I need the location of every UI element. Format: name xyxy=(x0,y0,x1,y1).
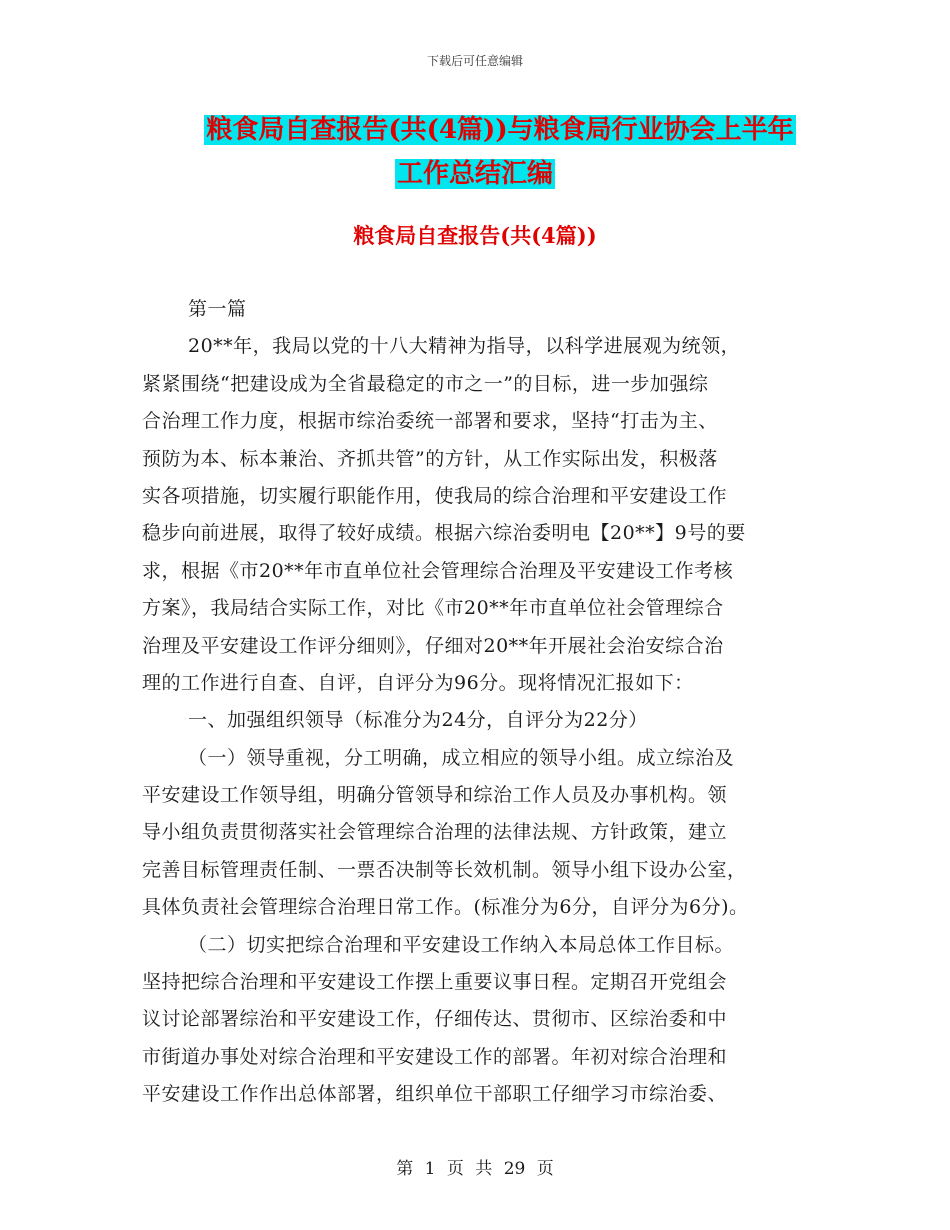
body-line: 完善目标管理责任制、一票否决制等长效机制。领导小组下设办公室， xyxy=(142,858,747,881)
body-line: 方案》，我局结合实际工作，对比《市20**年市直单位社会管理综合 xyxy=(142,597,724,620)
document-title-line-1 xyxy=(25,110,950,150)
body-line: 导小组负责贯彻落实社会管理综合治理的法律法规、方针政策，建立 xyxy=(142,821,728,844)
body-line: 第一篇 xyxy=(188,298,247,320)
document-title-line-2 xyxy=(0,154,950,194)
body-line: 预防为本、标本兼治、齐抓共管”的方针，从工作实际出发，积极落 xyxy=(142,447,718,470)
body-line: 20**年，我局以党的十八大精神为指导，以科学进展观为统领， xyxy=(188,335,741,358)
page-header-note: 下载后可任意编辑 xyxy=(426,54,523,68)
body-line: （二）切实把综合治理和平安建设工作纳入本局总体工作目标。 xyxy=(188,933,735,956)
body-line: 稳步向前进展，取得了较好成绩。根据六综治委明电【20**】9号的要 xyxy=(142,522,746,545)
body-line: 治理及平安建设工作评分细则》，仔细对20**年开展社会治安综合治 xyxy=(142,634,724,657)
document-body xyxy=(142,291,822,1114)
body-line: 紧紧围绕“把建设成为全省最稳定的市之一”的目标，进一步加强综 xyxy=(142,372,709,395)
body-line: 平安建设工作作出总体部署，组织单位干部职工仔细学习市综治委、 xyxy=(142,1083,728,1106)
body-line: 具体负责社会管理综合治理日常工作。(标准分为6分，自评分为6分)。 xyxy=(142,896,749,919)
body-line: 求，根据《市20**年市直单位社会管理综合治理及平安建设工作考核 xyxy=(142,559,734,582)
body-line: 理的工作进行自查、自评，自评分为96分。现将情况汇报如下： xyxy=(142,671,694,694)
page-footer: 第 1 页 共 29 页 xyxy=(396,1159,554,1179)
document-title-text-1: 粮食局自查报告(共(4篇))与粮食局行业协会上半年 xyxy=(206,115,794,145)
section-title: 粮食局自查报告(共(4篇)) xyxy=(353,223,597,248)
body-line: 一、加强组织领导（标准分为24分，自评分为22分） xyxy=(188,709,648,732)
body-line: 市街道办事处对综合治理和平安建设工作的部署。年初对综合治理和 xyxy=(142,1045,728,1068)
document-title-text-2: 工作总结汇编 xyxy=(396,159,553,189)
body-line: （一）领导重视，分工明确，成立相应的领导小组。成立综治及 xyxy=(188,746,735,769)
body-line: 实各项措施，切实履行职能作用，使我局的综合治理和平安建设工作 xyxy=(142,484,728,507)
body-line: 坚持把综合治理和平安建设工作摆上重要议事日程。定期召开党组会 xyxy=(142,971,728,994)
body-line: 议讨论部署综治和平安建设工作，仔细传达、贯彻市、区综治委和中 xyxy=(142,1008,728,1031)
body-line: 合治理工作力度，根据市综治委统一部署和要求，坚持“打击为主、 xyxy=(142,410,718,433)
body-line: 平安建设工作领导组，明确分管领导和综治工作人员及办事机构。领 xyxy=(142,784,728,807)
